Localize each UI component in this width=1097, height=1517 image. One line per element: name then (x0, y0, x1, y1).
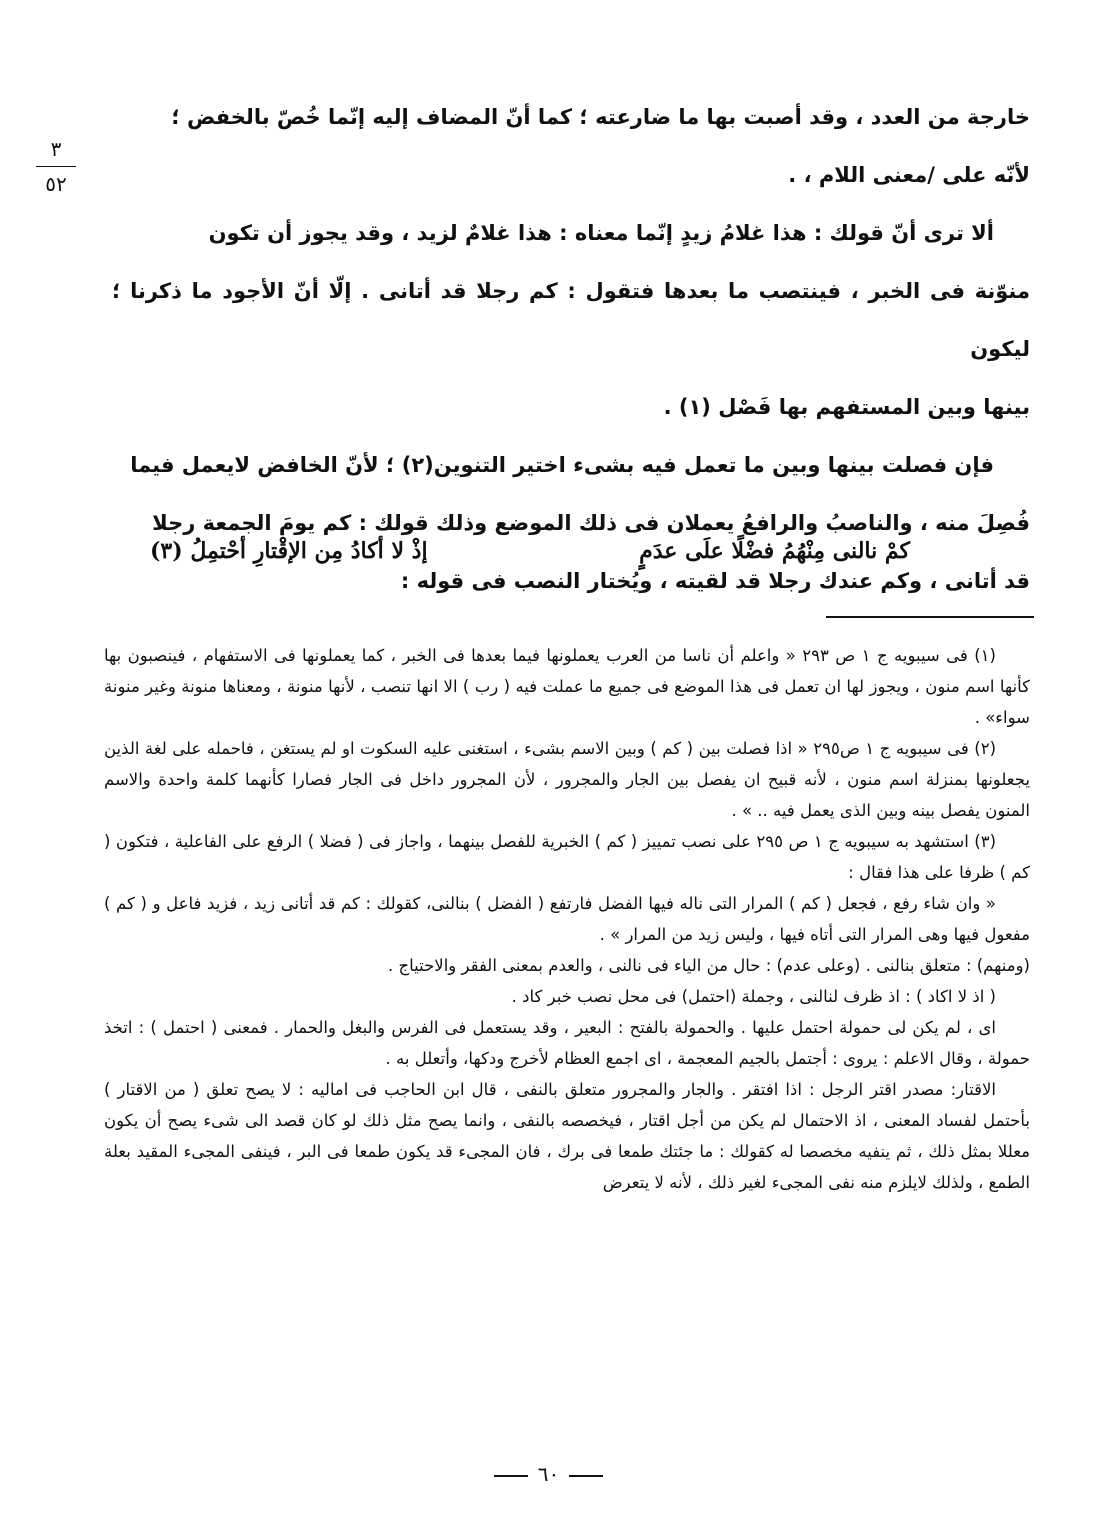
footnotes (104, 640, 1030, 1198)
poetry-verse (150, 538, 910, 564)
main-text (112, 88, 1030, 610)
footnote-meaning: اى ، لم يكن لى حمولة احتمل عليها . والحمولة بالفتح : البعير ، وقد يستعمل فى الفرس والبغل والحمار . فمعنى ( احتمل ) : اتخذ حمولة ، وقال الاعلم : يروى : أجتمل بالجيم المعجمة ، اى اجمع العظام لأخرج ودكها، وأتعلل به . (104, 1018, 1030, 1068)
footer-dash (494, 1475, 528, 1477)
page-number: ٦٠ (537, 1462, 560, 1486)
footnote-3: (٣) استشهد به سيبويه ج ١ ص ٢٩٥ على نصب تمييز ( كم ) الخبرية للفصل بينهما ، واجاز فى ( فضلا ) الرفع على الفاعلية ، فتكون ( كم ) ظرفا على هذا فقال : (104, 832, 1030, 882)
verse-second-hemistich: إذْ لا أكادُ مِن الإقْتارِ أحْتمِلُ (٣) (150, 538, 428, 564)
footer-dash (569, 1475, 603, 1477)
margin-ref-divider (36, 166, 76, 167)
footnote-quote: « وان شاء رفع ، فجعل ( كم ) المرار التى ناله فيها الفضل فارتفع ( الفضل ) بنالنى، كقولك : كم قد أتانى زيد ، فزيد فاعل و ( كم ) مفعول فيها وهى المرار التى أتاه فيها ، وليس زيد من المرار » . (104, 894, 1030, 944)
main-line: فُصِلَ منه ، والناصبُ والرافعُ يعملان فى ذلك الموضع وذلك قولك : كم يومَ الجمعة رجلا (152, 511, 1030, 535)
main-line: فإن فصلت بينها وبين ما تعمل فيه بشىء اختير التنوين(٢) ؛ لأنّ الخافض لايعمل فيما (130, 453, 994, 477)
footnote-2: (٢) فى سيبويه ج ١ ص٢٩٥ « اذا فصلت بين ( كم ) وبين الاسم بشىء ، استغنى عليه السكوت او لم يستغن ، فاحمله على لغة الذين يجعلونها بمنزلة اسم منون ، لأنه قبيح ان يفصل بين الجار والمجرور ، لأن المجرور داخل فى الجار فصارا كأنهما كلمة واحدة والاسم المنون يفصل بينه وبين الذى يعمل فيه .. » . (104, 739, 1030, 820)
page-footer (0, 1462, 1097, 1486)
margin-ref-bottom: ٥٢ (45, 172, 67, 196)
footnote-1: (١) فى سيبويه ج ١ ص ٢٩٣ « واعلم أن ناسا من العرب يعملونها فيما بعدها فى الخبر ، كما يعملونها فى الاستفهام ، فينصبون بها كأنها اسم منون ، ويجوز لها ان تعمل فى هذا الموضع فى جميع ما عملت فيه ( رب ) الا انها تنصب ، لأنها منونة ، ومعناها منونة وغير منونة سواء» . (104, 646, 1030, 727)
margin-page-reference (32, 138, 80, 195)
footnote-separator (826, 616, 1034, 618)
footnote-meaning: الاقتار: مصدر اقتر الرجل : اذا افتقر . والجار والمجرور متعلق بالنفى ، قال ابن الحاجب فى اماليه : لا يصح تعلق ( من الاقتار ) بأحتمل لفساد المعنى ، اذ الاحتمال لم يكن من أجل اقتار ، فيخصصه بالنفى ، وانما يصح مثل ذلك لو كان قصد الى شىء يصح أن يكون معللا بمثل ذلك ، ثم ينفيه مخصصا له كقولك : ما جئتك طمعا فى برك ، فان المجىء قد يكون طمعا فى البر ، فينفى المجىء المقيد بعلة الطمع ، ولذلك لايلزم منه نفى المجىء لغير ذلك ، لأنه لا يتعرض (104, 1080, 1030, 1192)
main-line: قد أتانى ، وكم عندك رجلا قد لقيته ، ويُختار النصب فى قوله : (400, 569, 1030, 593)
main-line: لأنّه على /معنى اللام ، . (788, 163, 1030, 187)
margin-ref-top: ٣ (50, 137, 62, 161)
main-line: خارجة من العدد ، وقد أصبت بها ما ضارعته ؛ كما أنّ المضاف إليه إنّما خُصّ بالخفض ؛ (171, 105, 1030, 129)
main-line: ألا ترى أنّ قولك : هذا غلامُ زيدٍ إنّما معناه : هذا غلامٌ لزيد ، وقد يجوز أن تكون (208, 221, 994, 245)
footnote-parse: ( اذ لا اكاد ) : اذ ظرف لنالنى ، وجملة (احتمل) فى محل نصب خبر كاد . (511, 987, 996, 1006)
verse-first-hemistich: كمْ نالنى مِنْهُمُ فضْلًا علَى عدَمٍ (639, 538, 910, 564)
footnote-parse: (ومنهم) : متعلق بنالنى . (وعلى عدم) : حال من الياء فى نالنى ، والعدم بمعنى الفقر والاحتياج . (387, 956, 1030, 975)
main-line: منوّنة فى الخبر ، فينتصب ما بعدها فتقول : كم رجلا قد أتانى . إلّا أنّ الأجود ما ذكرنا ؛ ليكون (112, 279, 1030, 361)
main-line: بينها وبين المستفهم بها فَصْل (١) . (663, 395, 1030, 419)
